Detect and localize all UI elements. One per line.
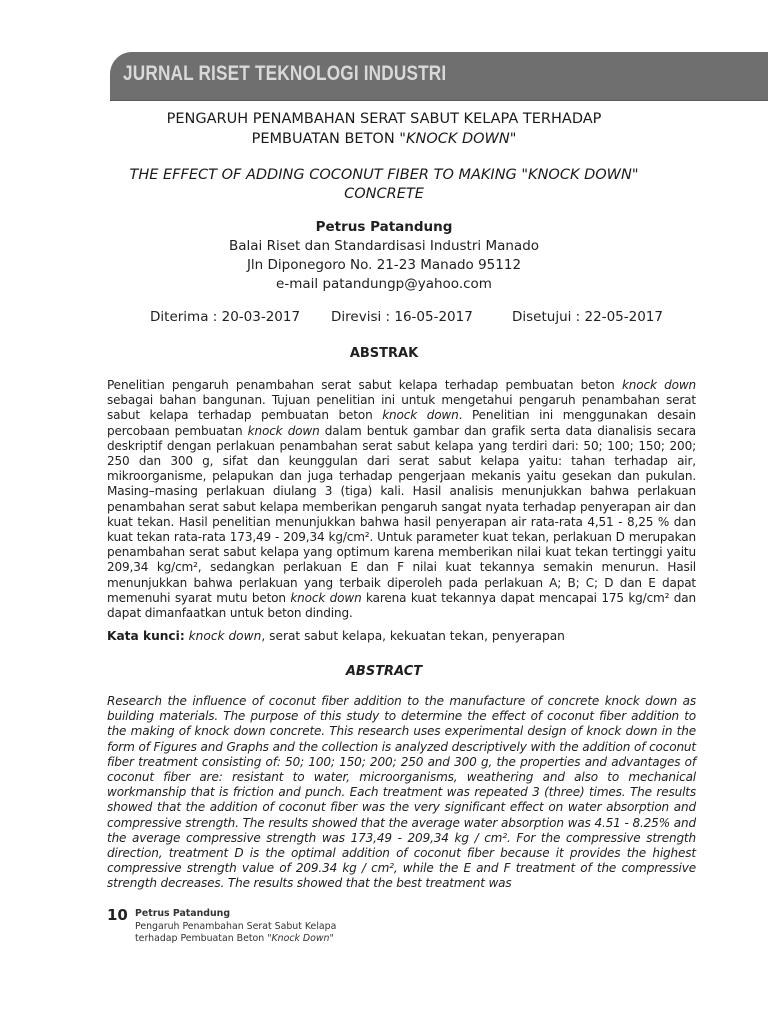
keywords [107,629,696,644]
journal-header-banner [110,52,768,101]
abstract-body: Research the influence of coconut fiber addition to the manufacture of concrete knock down as building materials. The purpose of this study to determine the effect of coconut fiber addition to the making of knock down concrete. This research uses experimental design of knock down in the form of Figures and Graphs and the collection is analyzed descriptively with the addition of coconut fiber treatment consisting of: 50; 100; 150; 200; 250 and 300 g, the properties and advantages of coconut fiber are: resistant to water, microorganisms, weathering and also to mechanical workmanship that is friction and punch. Each treatment was repeated 3 (three) times. The results showed that the addition of coconut fiber was the very significant effect on water absorption and compressive strength. The results showed that the average water absorption was 4.51 - 8.25% and the average compressive strength was 173,49 - 209,34 kg / cm². For the compressive strength direction, treatment D is the optimal addition of coconut fiber because it provides the highest compressive strength value of 209.34 kg / cm², while the E and F treatment of the compressive strength decreases. The results showed that the best treatment was [107,694,696,891]
abstract-heading: ABSTRACT [345,664,423,679]
keywords-value: knock down, serat sabut kelapa, kekuatan tekan, penyerapan [188,629,565,643]
article-title-id-line1: PENGARUH PENAMBAHAN SERAT SABUT KELAPA TERHADAP [166,111,602,127]
article-title-indonesian [0,109,768,149]
date-accepted: Disetujui : 22-05-2017 [512,309,663,325]
footer-line1: Pengaruh Penambahan Serat Sabut Kelapa [135,920,337,932]
footer-citation [135,908,336,946]
author-institution: Balai Riset dan Standardisasi Industri Manado [228,238,540,254]
article-title-en-line2: CONCRETE [344,186,424,202]
article-title-english [0,166,768,204]
date-received: Diterima : 20-03-2017 [150,309,301,325]
footer-line2 [135,933,334,944]
keywords-label: Kata kunci: [107,629,185,643]
journal-title: JURNAL RISET TEKNOLOGI INDUSTRI [123,62,447,85]
article-title-id-line2 [252,131,517,147]
abstrak-body: Penelitian pengaruh penambahan serat sabut kelapa terhadap pembuatan beton knock down sebagai bahan bangunan. Tujuan penelitian ini untuk mengetahui pengaruh penambahan serat sabut kelapa terhadap pembuatan beton knock down. Penelitian ini menggunakan desain percobaan pembuatan knock down dalam bentuk gambar dan grafik serta data dianalisis secara deskriptif dengan perlakuan penambahan serat sabut kelapa yang terdiri dari: 50; 100; 150; 200; 250 dan 300 g, sifat dan keunggulan dari serat sabut kelapa yaitu: tahan terhadap air, mikroorganisme, pelapukan dan juga terhadap pengerjaan mekanis yaitu gesekan dan pukulan. Masing–masing perlakuan diulang 3 (tiga) kali. Hasil analisis menunjukkan bahwa perlakuan penambahan serat sabut kelapa memberikan pengaruh sangat nyata terhadap penyerapan air dan kuat tekan. Hasil penelitian menunjukkan bahwa hasil penyerapan air rata-rata 4,51 - 8,25 % dan kuat tekan rata-rata 173,49 - 209,34 kg/cm². Untuk parameter kuat tekan, perlakuan D merupakan penambahan serat sabut kelapa yang optimum karena memberikan nilai kuat tekan tertinggi yaitu 209,34 kg/cm², sedangkan perlakuan E dan F nilai kuat tekannya semakin menurun. Hasil menunjukkan bahwa perlakuan yang terbaik diperoleh pada perlakuan A; B; C; D dan E dapat memenuhi syarat mutu beton knock down karena kuat tekannya dapat mencapai 175 kg/cm² dan dapat dimanfaatkan untuk beton dinding. [107,378,697,621]
date-revised: Direvisi : 16-05-2017 [331,309,473,325]
author-block [0,218,768,294]
article-title-id-line2-italic: "KNOCK DOWN" [399,131,517,147]
page-number: 10 [107,906,128,924]
article-title-en-line1: THE EFFECT OF ADDING COCONUT FIBER TO MAKING "KNOCK DOWN" [129,167,639,183]
author-address: Jln Diponegoro No. 21-23 Manado 95112 [246,257,522,273]
footer-line2-prefix: terhadap Pembuatan Beton [135,933,268,944]
article-title-id-line2-prefix: PEMBUATAN BETON [251,131,400,147]
footer-line2-italic: "Knock Down" [267,933,334,944]
author-name: Petrus Patandung [315,219,453,235]
author-email: e-mail patandungp@yahoo.com [276,276,492,292]
footer-author: Petrus Patandung [135,908,231,919]
abstrak-heading: ABSTRAK [349,346,419,361]
